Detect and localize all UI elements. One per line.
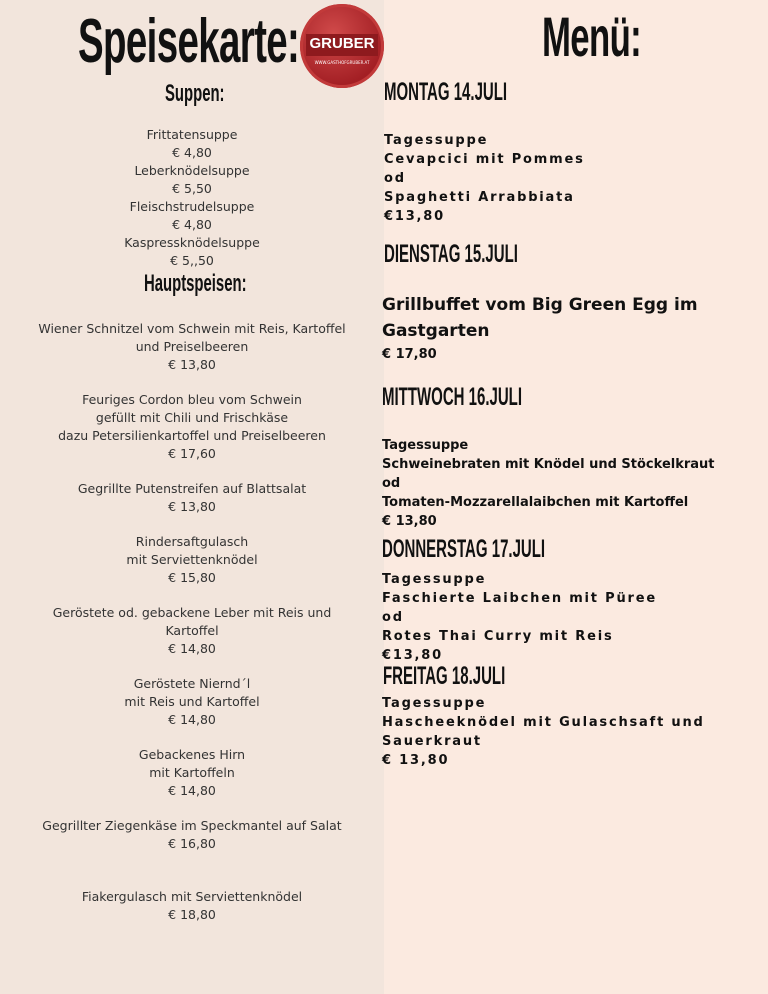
item-line: Wiener Schnitzel vom Schwein mit Reis, Kartoffel	[38, 321, 346, 336]
logo-url: WWW.GASTHOFGRUBER.AT	[314, 60, 370, 65]
item-line: und Preiselbeeren	[135, 339, 249, 354]
item-line: Gegrillter Ziegenkäse im Speckmantel auf Salat	[42, 818, 342, 833]
menu-title: Menü:	[542, 5, 642, 68]
suppe-line: Kaspressknödelsuppe	[124, 235, 260, 250]
suppe-line: Leberknödelsuppe	[134, 163, 250, 178]
menu-line: Tagessuppe	[382, 696, 487, 711]
menu-line: Schweinebraten mit Knödel und Stöckelkraut	[382, 457, 715, 472]
menu-line: Tagessuppe	[384, 133, 489, 148]
item-line: Fiakergulasch mit Serviettenknödel	[81, 889, 303, 904]
item-line: Gebackenes Hirn	[138, 747, 246, 762]
item-price: € 14,80	[168, 641, 216, 656]
hauptspeise-item	[0, 320, 384, 374]
logo-text: GRUBER	[309, 35, 375, 52]
menu-price: € 13,80	[382, 753, 450, 768]
day-thursday-menu	[382, 570, 657, 665]
item-line: Geröstete od. gebackene Leber mit Reis und	[52, 605, 332, 620]
item-line: Geröstete Niernd´l	[133, 676, 251, 691]
item-price: € 18,80	[168, 907, 216, 922]
item-price: € 13,80	[168, 357, 216, 372]
speisekarte-title: Speisekarte:	[78, 7, 300, 76]
day-tuesday-heading: DIENSTAG 15.JULI	[384, 240, 518, 268]
hauptspeise-item	[0, 817, 384, 853]
suppen-list	[0, 126, 384, 270]
item-line: mit Serviettenknödel	[126, 552, 258, 567]
menu-line: Spaghetti Arrabbiata	[384, 190, 575, 205]
menu-price: €13,80	[382, 648, 443, 663]
menu-line: Rotes Thai Curry mit Reis	[382, 629, 614, 644]
item-price: € 13,80	[168, 499, 216, 514]
day-thursday-heading: DONNERSTAG 17.JULI	[382, 535, 546, 563]
hauptspeise-item	[0, 888, 384, 924]
hauptspeisen-heading: Hauptspeisen:	[144, 270, 247, 297]
day-wednesday-menu	[382, 436, 715, 531]
suppe-line: € 4,80	[172, 145, 212, 160]
menu-line: Tagessuppe	[382, 438, 469, 453]
day-monday-menu	[384, 131, 585, 226]
item-line: mit Reis und Kartoffel	[124, 694, 260, 709]
menu-price: € 13,80	[382, 514, 437, 529]
suppe-line: € 4,80	[172, 217, 212, 232]
hauptspeise-item	[0, 533, 384, 587]
day-wednesday-heading: MITTWOCH 16.JULI	[382, 383, 523, 411]
item-price: € 14,80	[168, 783, 216, 798]
hauptspeise-item	[0, 746, 384, 800]
item-line: dazu Petersilienkartoffel und Preiselbeeren	[58, 428, 326, 443]
hauptspeise-item	[0, 675, 384, 729]
item-line: gefüllt mit Chili und Frischkäse	[95, 410, 289, 425]
item-line: Kartoffel	[165, 623, 219, 638]
item-line: Rindersaftgulasch	[135, 534, 249, 549]
menu-line: Hascheeknödel mit Gulaschsaft und	[382, 715, 705, 730]
suppe-line: € 5,,50	[170, 253, 214, 268]
day-friday-menu	[382, 694, 705, 770]
menu-line: od	[382, 610, 404, 625]
item-price: € 16,80	[168, 836, 216, 851]
suppe-line: Fleischstrudelsuppe	[129, 199, 255, 214]
day-monday-heading: MONTAG 14.JULI	[384, 78, 508, 106]
item-line: Gegrillte Putenstreifen auf Blattsalat	[77, 481, 307, 496]
item-line: mit Kartoffeln	[149, 765, 235, 780]
menu-price: € 17,80	[382, 347, 437, 362]
suppen-heading: Suppen:	[165, 80, 225, 107]
menu-line: od	[384, 171, 406, 186]
hauptspeise-item	[0, 391, 384, 463]
day-tuesday-menu	[382, 292, 698, 366]
menu-line: Cevapcici mit Pommes	[384, 152, 585, 167]
menu-line: Gastgarten	[382, 321, 490, 341]
item-line: Feuriges Cordon bleu vom Schwein	[82, 392, 302, 407]
hauptspeise-item	[0, 604, 384, 658]
gruber-logo	[300, 4, 384, 88]
item-price: € 14,80	[168, 712, 216, 727]
menu-line: Tomaten-Mozzarellalaibchen mit Kartoffel	[382, 495, 689, 510]
menu-line: od	[382, 476, 401, 491]
day-friday-heading: FREITAG 18.JULI	[383, 662, 506, 690]
suppe-line: € 5,50	[172, 181, 212, 196]
item-price: € 15,80	[168, 570, 216, 585]
hauptspeise-item	[0, 480, 384, 516]
menu-line: Sauerkraut	[382, 734, 482, 749]
suppe-line: Frittatensuppe	[146, 127, 238, 142]
menu-line: Tagessuppe	[382, 572, 487, 587]
menu-line: Faschierte Laibchen mit Püree	[382, 591, 657, 606]
item-price: € 17,60	[168, 446, 216, 461]
menu-line: Grillbuffet vom Big Green Egg im	[382, 295, 698, 315]
menu-price: €13,80	[384, 209, 445, 224]
